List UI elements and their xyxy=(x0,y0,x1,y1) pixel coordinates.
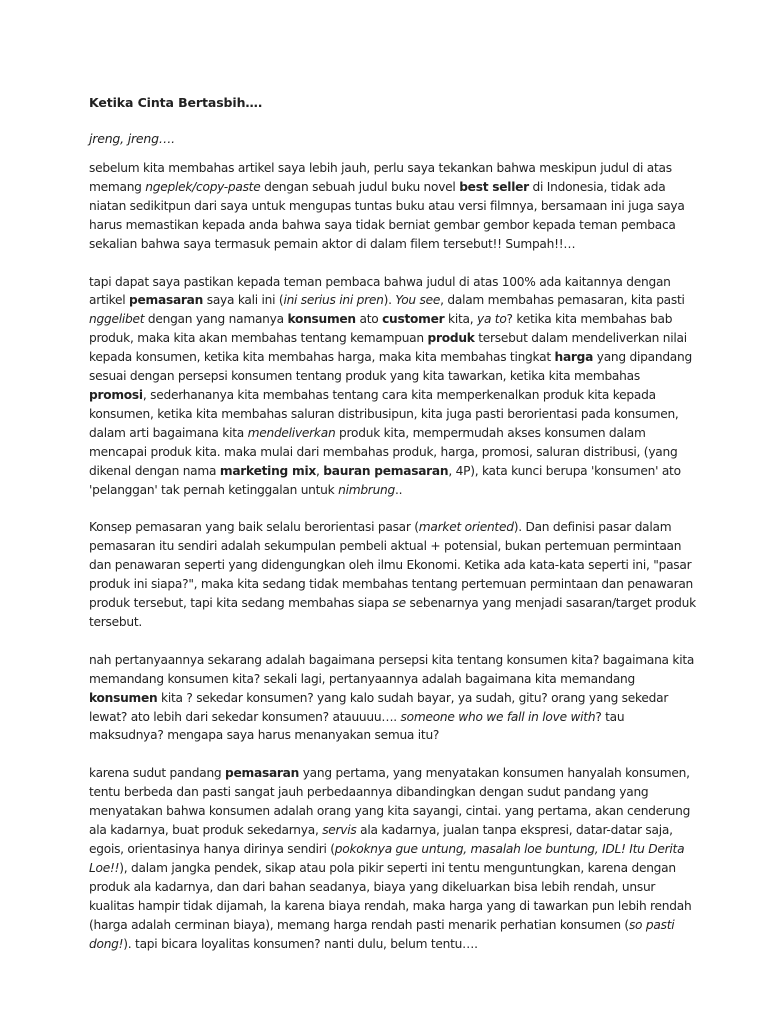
text-run: yang pertama, yang menyatakan konsumen hanyalah konsumen, tentu berbeda dan pasti sangat jauh perbedaannya dibandingkan dengan sudut pandang yang menyatakan bahwa konsumen adalah orang yang kita sayangi, cintai. yang pertama, akan cenderung ala kadarnya, buat produk sekedarnya, xyxy=(89,766,691,838)
text-run: ? ketika kita membahas bab produk, maka kita akan membahas tentang kemampuan xyxy=(89,312,673,346)
text-run: , 4P), kata kunci berupa 'konsumen' ato 'pelanggan' tak pernah ketinggalan untuk xyxy=(89,463,681,497)
text-run: karena sudut pandang xyxy=(89,766,226,781)
text-run: produk kita, mempermudah akses konsumen dalam mencapai produk kita. maka mulai dari membahas produk, harga, promosi, saluran distribusi, (yang dikenal dengan nama xyxy=(89,425,678,478)
paragraph xyxy=(89,518,698,631)
paragraph xyxy=(89,159,698,254)
italic-text: You see xyxy=(395,293,441,308)
article-title: Ketika Cinta Bertasbih…. xyxy=(89,95,263,110)
italic-text: someone who we fall in love with xyxy=(400,709,596,724)
bold-text: bauran pemasaran xyxy=(323,463,449,478)
bold-text: konsumen xyxy=(89,690,158,705)
text-run: , dalam membahas pemasaran, kita pasti xyxy=(440,293,685,308)
text-run: sebenarnya yang menjadi sasaran/target produk tersebut. xyxy=(89,596,696,629)
bold-text: konsumen xyxy=(287,312,356,327)
text-run: ato xyxy=(355,312,383,327)
article-lead: jreng, jreng…. xyxy=(89,131,175,146)
paragraph xyxy=(89,651,698,746)
italic-text: nggelibet xyxy=(89,312,145,327)
italic-text: market oriented xyxy=(418,520,514,535)
article-body xyxy=(89,159,698,953)
bold-text: promosi xyxy=(89,387,143,402)
text-run: dengan yang namanya xyxy=(144,312,288,327)
paragraph xyxy=(89,764,698,953)
italic-text: ini serius ini pren xyxy=(283,293,384,308)
text-run: saya kali ini ( xyxy=(203,293,284,308)
text-run: ala kadarnya, jualan tanpa ekspresi, datar-datar saja, egois, orientasinya hanya dirinya sendiri ( xyxy=(89,823,673,856)
text-run: , xyxy=(316,463,324,478)
italic-text: mendeliverkan xyxy=(247,425,336,440)
bold-text: best seller xyxy=(459,179,529,194)
italic-text: se xyxy=(392,596,406,611)
text-run: dengan sebuah judul buku novel xyxy=(260,179,460,194)
bold-text: customer xyxy=(382,312,445,327)
bold-text: pemasaran xyxy=(225,766,300,781)
text-run: sebelum kita membahas artikel saya lebih jauh, perlu saya tekankan bahwa meskipun judul di atas memang xyxy=(89,161,672,194)
paragraph xyxy=(89,273,698,500)
text-run: kita ? sekedar konsumen? yang kalo sudah bayar, ya sudah, gitu? orang yang sekedar lewat? ato lebih dari sekedar konsumen? atauuuu…. xyxy=(89,690,669,724)
text-run: Konsep pemasaran yang baik selalu berorientasi pasar ( xyxy=(89,520,419,535)
text-run: di Indonesia, tidak ada niatan sedikitpun dari saya untuk mengupas tuntas buku atau versi filmnya, bersamaan ini juga saya harus memastikan kepada anda bahwa saya tidak berniat gembar gembor kepada teman pembaca sekalian bahwa saya termasuk pemain aktor di dalam filem tersebut!! Sumpah!!… xyxy=(89,179,685,251)
bold-text: produk xyxy=(427,331,475,346)
text-run: nah pertanyaannya sekarang adalah bagaimana persepsi kita tentang konsumen kita? bagaimana kita memandang konsumen kita? sekali lagi, pertanyaannya adalah bagaimana kita memandang xyxy=(89,652,695,686)
bold-text: pemasaran xyxy=(129,293,204,308)
text-run: ). tapi bicara loyalitas konsumen? nanti dulu, belum tentu…. xyxy=(123,936,478,951)
italic-text: ya to xyxy=(476,312,507,327)
text-run: , sederhananya kita membahas tentang cara kita memperkenalkan produk kita kepada konsumen, ketika kita membahas saluran distribusipun, kita juga pasti berorientasi pada konsumen, dalam arti bagaimana kita xyxy=(89,387,679,440)
text-run: .. xyxy=(395,482,403,497)
text-run: ? tau maksudnya? mengapa saya harus menanyakan semua itu? xyxy=(89,709,625,743)
text-run: ). Dan definisi pasar dalam pemasaran itu sendiri adalah sekumpulan pembeli aktual + potensial, bukan pertemuan permintaan dan penawaran seperti yang didengungkan oleh ilmu Ekonomi. Ketika ada kata-kata seperti ini, "pasar produk ini siapa?", maka kita sedang tidak membahas tentang pertemuan permintaan dan penawaran produk tersebut, tapi kita sedang membahas siapa xyxy=(89,520,694,611)
text-run: kita, xyxy=(444,312,477,327)
text-run: tersebut dalam mendeliverkan nilai kepada konsumen, ketika kita membahas harga, maka kita membahas tingkat xyxy=(89,331,687,365)
italic-text: nimbrung xyxy=(338,482,396,497)
italic-text: ngeplek/copy-paste xyxy=(145,179,261,194)
bold-text: harga xyxy=(554,350,594,365)
bold-text: marketing mix xyxy=(219,463,316,478)
text-run: ), dalam jangka pendek, sikap atau pola pikir seperti ini tentu menguntungkan, karena dengan produk ala kadarnya, dan dari bahan seadanya, biaya yang dikeluarkan bisa lebih rendah, unsur kualitas hampir tidak dijamah, la karena biaya rendah, maka harga yang di tawarkan pun lebih rendah (harga adalah cerminan biaya), memang harga rendah pasti menarik perhatian konsumen ( xyxy=(89,860,692,932)
italic-text: so pasti dong! xyxy=(89,917,675,951)
italic-text: servis xyxy=(322,823,357,838)
text-run: yang dipandang sesuai dengan persepsi konsumen tentang produk yang kita tawarkan, ketika kita membahas xyxy=(89,350,692,384)
italic-text: pokoknya gue untung, masalah loe buntung, IDL! Itu Derita Loe!! xyxy=(89,842,685,875)
text-run: tapi dapat saya pastikan kepada teman pembaca bahwa judul di atas 100% ada kaitannya dengan artikel xyxy=(89,274,671,308)
text-run: ). xyxy=(383,293,396,308)
